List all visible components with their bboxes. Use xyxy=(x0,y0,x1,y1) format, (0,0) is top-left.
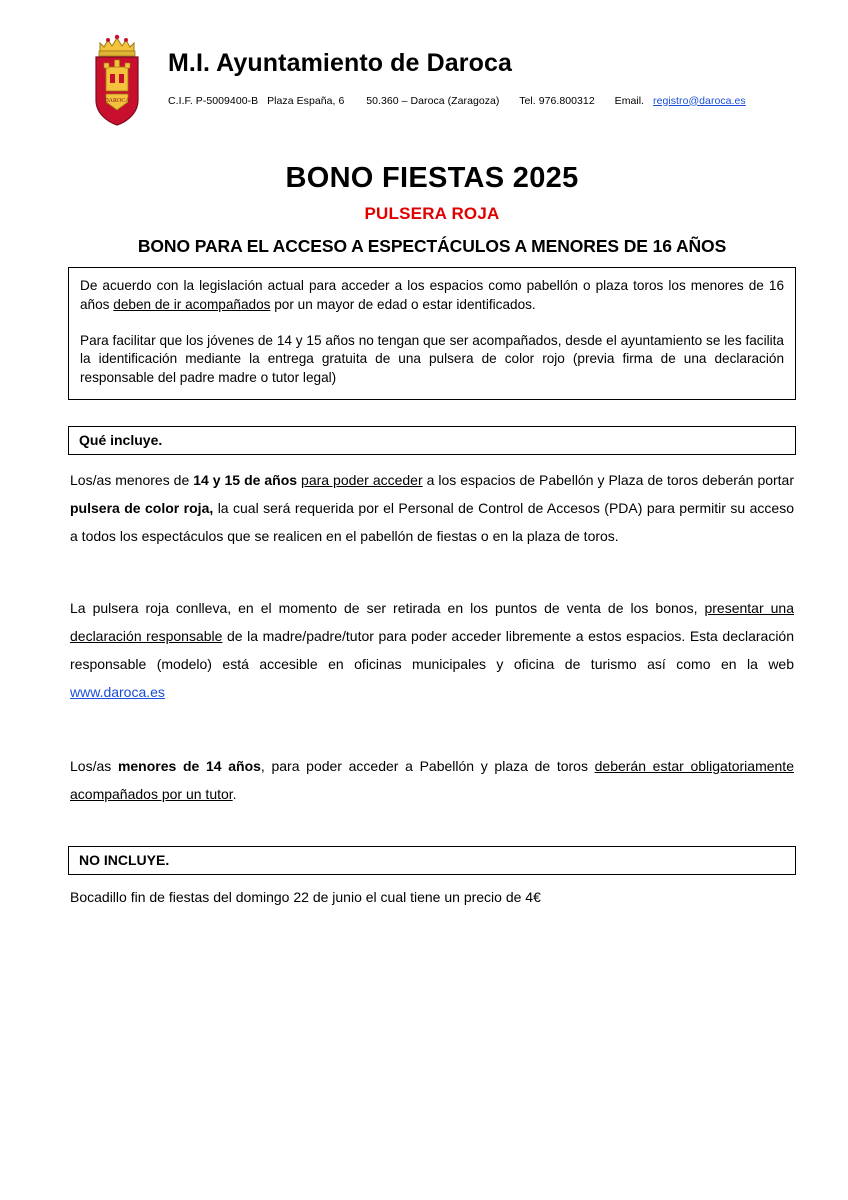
inc-p2-underline: presentar una declaración responsable xyxy=(70,599,794,644)
intro-p1-underlined: deben de ir acompañados xyxy=(113,296,271,312)
inc-p1-d: la cual será requerida por el Personal de Control de Accesos (PDA) para permitir su acceso a todos los espectáculos que se realicen en el pabellón de fiestas o en la plaza de toros. xyxy=(70,499,794,544)
intro-p1-part-b: por un mayor de edad o estar identificados. xyxy=(270,296,536,312)
inc-p2-b: de la madre/padre/tutor para poder acceder libremente a estos espacios. Esta declaración responsable (modelo) está accesible en oficinas municipales y oficina de turismo así como en la web xyxy=(70,627,795,672)
postal-city-text: 50.360 – Daroca (Zaragoza) xyxy=(366,94,500,107)
page-subtitle: PULSERA ROJA xyxy=(364,204,500,223)
incluye-paragraph-2 xyxy=(70,594,794,706)
inc-p3-a: Los/as xyxy=(70,757,118,774)
svg-text:DAROCA: DAROCA xyxy=(104,98,130,104)
document-header xyxy=(68,32,796,126)
cif-text: C.I.F. P-5009400-B xyxy=(168,94,259,107)
header-text-block xyxy=(164,32,796,107)
address-text: Plaza España, 6 xyxy=(267,94,345,107)
no-incluye-text: Bocadillo fin de fiestas del domingo 22 de junio el cual tiene un precio de 4€ xyxy=(70,888,541,905)
intro-p1-part-a: De acuerdo con la legislación actual para acceder a los espacios como pabellón o plaza toros los menores de 16 años xyxy=(80,278,784,312)
intro-paragraph-2: Para facilitar que los jóvenes de 14 y 15 años no tengan que ser acompañados, desde el ayuntamiento se les facilita la identificación mediante la entrega gratuita de una pulsera de color rojo (previa firma de una declaración responsable del padre madre o tutor legal) xyxy=(80,332,784,385)
inc-p3-b: , para poder acceder a Pabellón y plaza de toros xyxy=(260,757,595,774)
page-heading: BONO PARA EL ACCESO A ESPECTÁCULOS A MENORES DE 16 AÑOS xyxy=(137,236,727,256)
section-label-incluye: Qué incluye. xyxy=(68,426,796,455)
email-link[interactable]: registro@daroca.es xyxy=(653,94,746,107)
incluye-paragraph-1 xyxy=(70,466,794,550)
email-label: Email. xyxy=(614,94,645,107)
inc-p3-bold: menores de 14 años xyxy=(117,757,261,774)
inc-p1-a: Los/as menores de xyxy=(70,471,194,488)
inc-p3-c: . xyxy=(232,785,237,802)
website-link[interactable]: www.daroca.es xyxy=(70,683,165,700)
incluye-paragraph-3 xyxy=(70,752,794,808)
inc-p1-underline: para poder acceder xyxy=(301,471,423,488)
page-title: BONO FIESTAS 2025 xyxy=(285,162,579,194)
inc-p1-c: a los espacios de Pabellón y Plaza de toros deberán portar xyxy=(422,471,795,488)
intro-paragraph-1 xyxy=(80,277,784,315)
inc-p1-bold: 14 y 15 de años xyxy=(193,471,298,488)
inc-p2-a: La pulsera roja conlleva, en el momento de ser retirada en los puntos de venta de los bonos, xyxy=(70,599,705,616)
coat-of-arms-icon xyxy=(86,34,148,126)
organization-contact xyxy=(168,95,796,107)
inc-p3-underline: deberán estar obligatoriamente acompañados por un tutor xyxy=(70,757,794,802)
phone-text: Tel. 976.800312 xyxy=(519,94,595,107)
intro-box xyxy=(68,267,796,400)
organization-title: M.I. Ayuntamiento de Daroca xyxy=(168,49,512,77)
section-label-no-incluye: NO INCLUYE. xyxy=(68,846,796,875)
inc-p1-bold2: pulsera de color roja, xyxy=(70,499,214,516)
